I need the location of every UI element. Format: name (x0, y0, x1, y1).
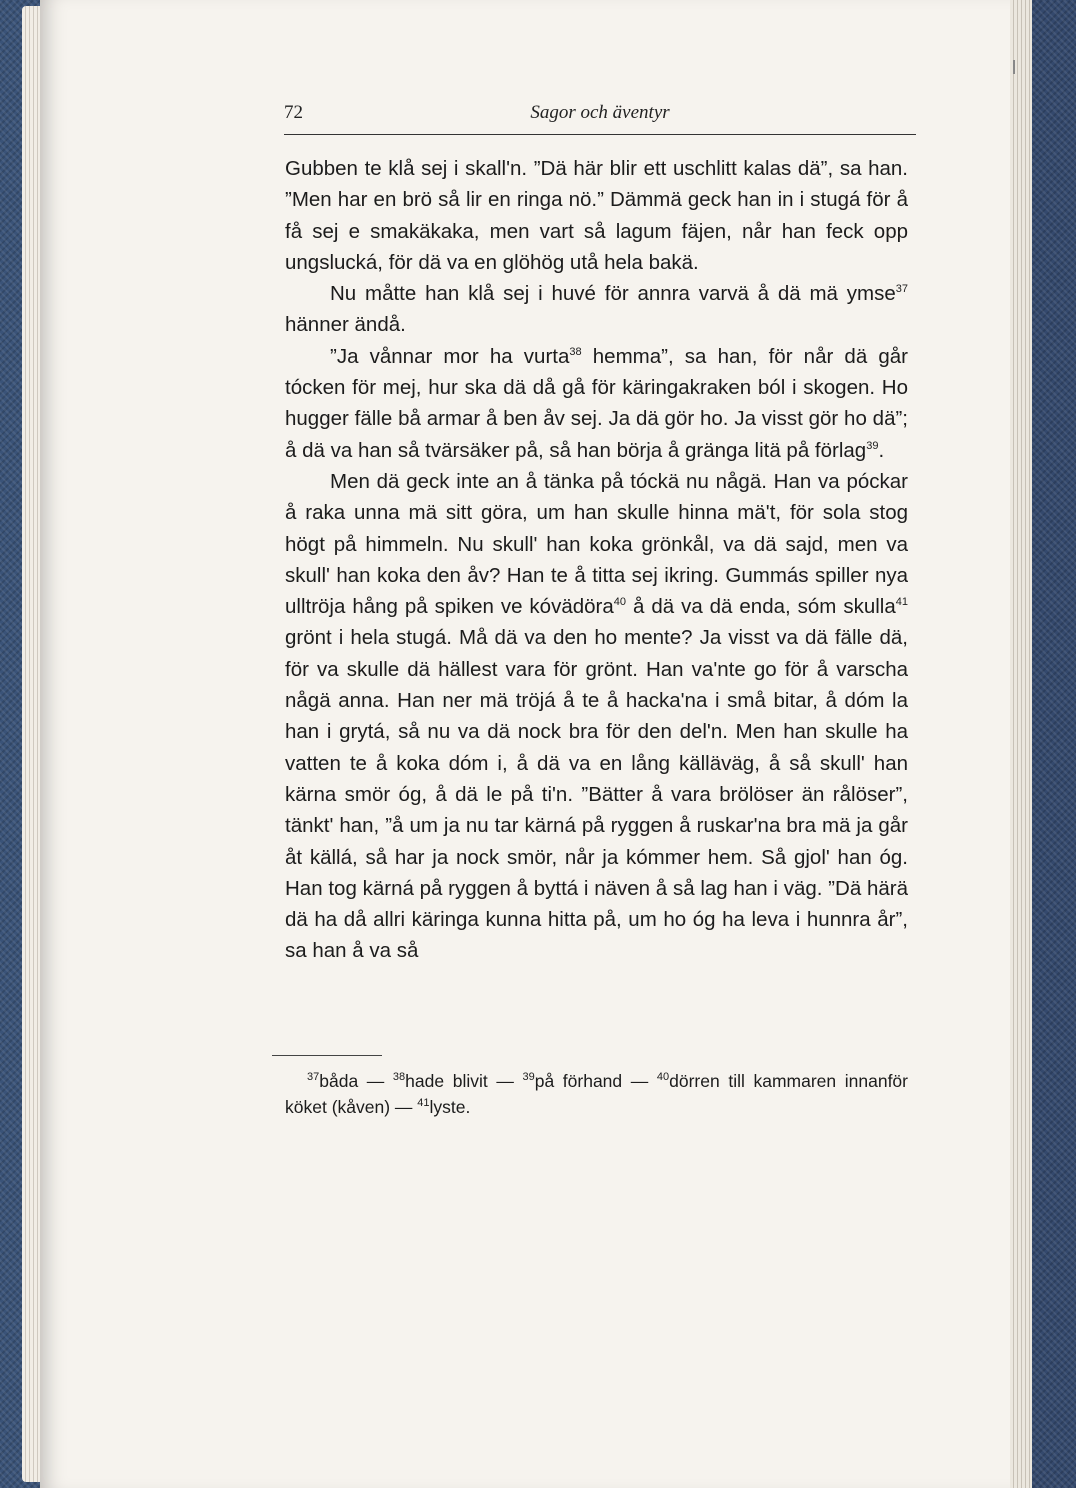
page-header (284, 100, 916, 135)
footnote-ref-38: 38 (569, 345, 582, 358)
footnote-num: 38 (392, 1071, 406, 1084)
separator: — (622, 1071, 657, 1091)
footnote-text: lyste. (429, 1097, 471, 1117)
separator: — (390, 1097, 418, 1117)
footnote-num: 40 (656, 1071, 670, 1084)
footnote-text: hade blivit (405, 1071, 488, 1091)
footnote-text: båda (319, 1071, 359, 1091)
text-run: grönt i hela stugá. Må dä va den ho mente? Ja visst va dä fälle dä, för va skulle dä hällest vara för grönt. Han va'nte go för å varscha någä anna. Han ner mä tröjá å te å hacka'na i små bitar, å dóm la han i grytá, så nu va dä nock bra för den del'n. Men han skulle ha vatten te å koka dóm i, å dä va en lång källäväg, å så skull' han kärna smör óg, å dä le på ti'n. ”Bätter å vara brölöser än rålöser”, tänkt' han, ”å um ja nu tar kärná på ryggen å ruskar'na bra mä ja går åt källá, så har ja nock smör, når ja kómmer hem. Så gjol' han óg. Han tog kärná på ryggen å byttá i näven å så lag han i väg. ”Dä härä dä ha då allri käringa kunna hitta på, um ho óg ha leva i hunnra år”, sa han å va så (285, 626, 908, 963)
text-run: Nu måtte han klå sej i huvé för annra varvä å dä mä ymse (330, 282, 896, 306)
body-text (285, 153, 908, 967)
footnote-num: 39 (522, 1071, 535, 1084)
text-run: Men dä geck inte an å tänka på tóckä nu någä. Han va póckar å raka unna mä sitt göra, um han skulle hinna mä't, för sola stog högt på himmeln. Nu skull' han koka grönkål, va dä sajd, men va skull' han koka den åv? Han te å titta sej ikring. Gummás spiller nya ulltröja hång på spiken ve kóvädöra (285, 469, 908, 619)
paragraph-2 (285, 278, 908, 341)
footnote-rule (272, 1055, 382, 1056)
footnote-ref-37: 37 (895, 283, 908, 296)
page-number: 72 (284, 102, 303, 123)
text-run: hemma”, sa han, för når dä går tócken för mej, hur ska dä då gå för käringakraken ból i skogen. Ho hugger fälle bå armar å ben åv sej. Ja dä gör ho. Ja visst gör ho dä”; å dä va han så tvärsäker på, så han börja å gränga litä på förlag (285, 344, 909, 462)
footnote-ref-40: 40 (613, 596, 627, 609)
text-run: hänner ändå. (285, 313, 406, 337)
page-mark (1013, 60, 1015, 74)
footnote-num: 41 (417, 1097, 430, 1110)
footnote-ref-41: 41 (895, 596, 908, 609)
footnotes (285, 1068, 908, 1120)
footnote-text: dörren till kammaren innanför köket (kåven) (285, 1071, 908, 1117)
text-run: . (878, 438, 885, 462)
footnote-ref-39: 39 (866, 439, 879, 452)
paragraph-4 (285, 466, 908, 967)
text-run: å dä va dä enda, sóm skulla (632, 595, 896, 619)
paragraph-3 (285, 341, 908, 466)
running-title: Sagor och äventyr (530, 102, 670, 123)
separator: — (487, 1071, 523, 1091)
footnote-num: 37 (307, 1071, 320, 1084)
separator: — (358, 1071, 393, 1091)
paragraph-1: Gubben te klå sej i skall'n. ”Dä här blir ett uschlitt kalas dä”, sa han. ”Men har en brö så lir en ringa nö.” Dämmä geck han in i stugá för å få sej e smakäkaka, men vart så lagum fäjen, når han feck opp ungslucká, för dä va en glöhög utå hela bakä. (285, 157, 908, 274)
footnote-text: på förhand (534, 1071, 623, 1091)
page-edges-right (1010, 0, 1032, 1488)
text-run: ”Ja vånnar mor ha vurta (330, 344, 570, 368)
